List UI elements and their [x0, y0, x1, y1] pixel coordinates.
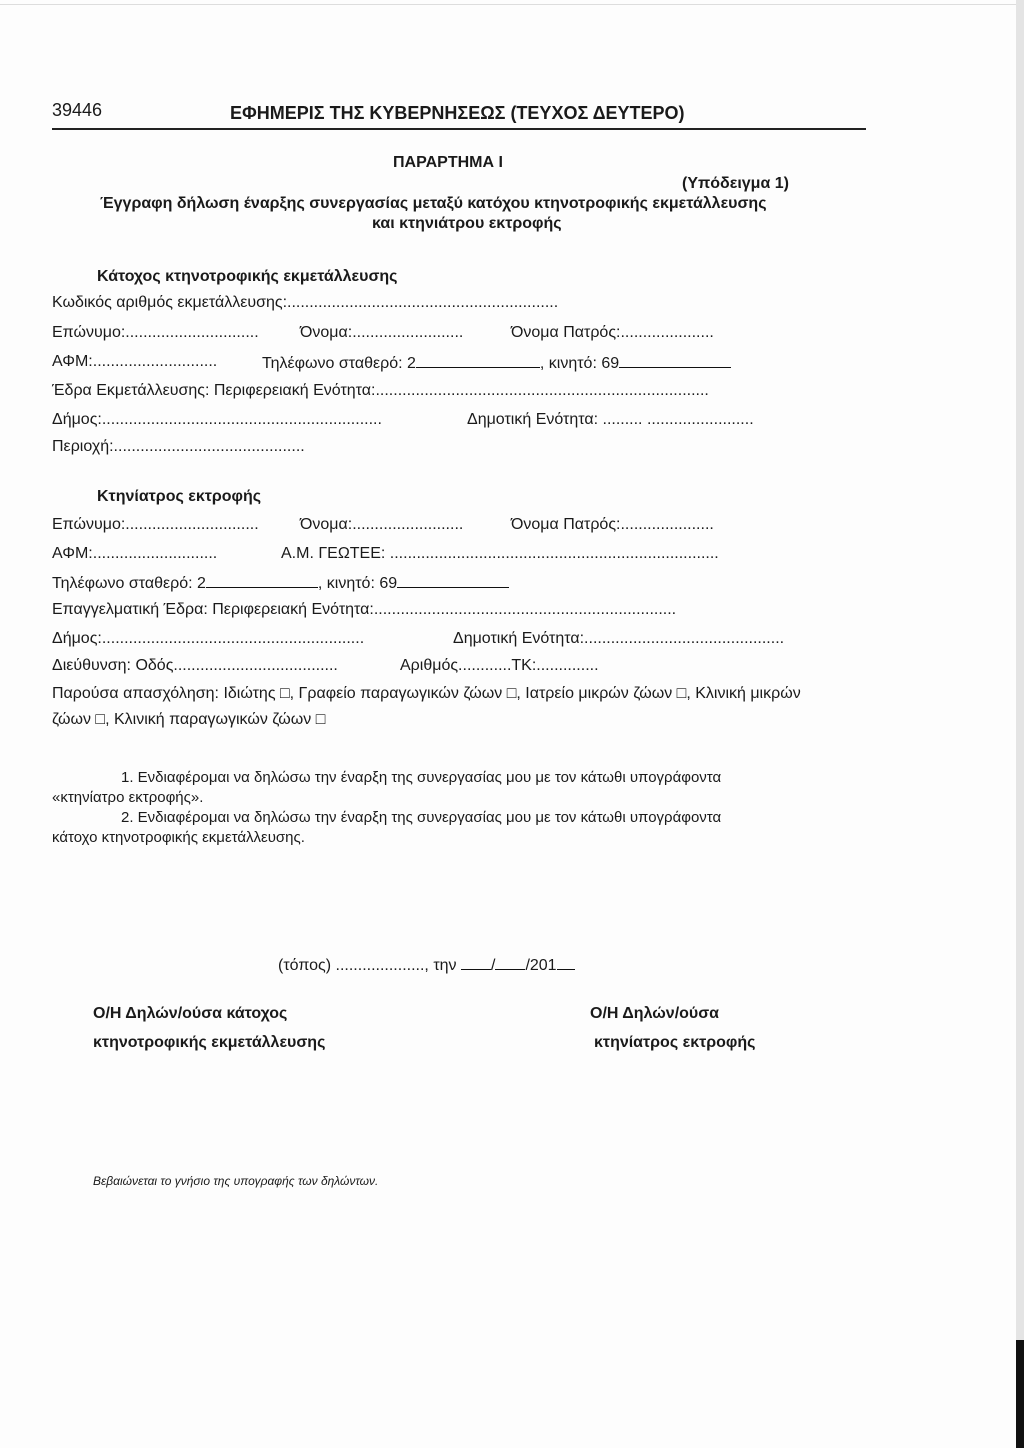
journal-title: ΕΦΗΜΕΡΙΣ ΤΗΣ ΚΥΒΕΡΝΗΣΕΩΣ (ΤΕΥΧΟΣ ΔΕΥΤΕΡΟ)	[230, 103, 685, 123]
vet-father-field: Όνομα Πατρός:.....................	[511, 516, 714, 533]
owner-heading: Κάτοχος κτηνοτροφικής εκμετάλλευσης	[97, 268, 398, 285]
owner-landline-field	[262, 353, 731, 373]
scan-right-edge	[1016, 0, 1024, 1448]
vet-employment-line2: ζώων □, Κλινική παραγωγικών ζώων □	[52, 711, 326, 728]
day-blank	[461, 955, 491, 970]
owner-surname-field: Επώνυμο:..............................	[52, 324, 259, 341]
vet-surname-field: Επώνυμο:..............................	[52, 516, 259, 533]
owner-seat-field: Έδρα Εκμετάλλευσης: Περιφερειακή Ενότητα:...........................................................................	[52, 382, 709, 399]
vet-address-field: Διεύθυνση: Οδός.....................................	[52, 657, 338, 674]
owner-name-field: Όνομα:.........................	[300, 324, 464, 341]
scan-edge-line	[0, 4, 1024, 5]
owner-code-field: Κωδικός αριθμός εκμετάλλευσης:.............................................................	[52, 294, 559, 311]
owner-landline-label: Τηλέφωνο σταθερό: 2	[262, 355, 416, 372]
vet-afm-field: ΑΦΜ:............................	[52, 545, 218, 562]
sample-label: (Υπόδειγμα 1)	[682, 175, 789, 192]
owner-mobile-blank	[619, 353, 731, 368]
owner-landline-blank	[416, 353, 540, 368]
owner-signature-line1: Ο/Η Δηλών/ούσα κάτοχος	[93, 1005, 288, 1022]
vet-signature-line2: κτηνίατρος εκτροφής	[594, 1034, 756, 1051]
vet-landline-blank	[206, 573, 318, 588]
vet-landline-field	[52, 573, 509, 593]
vet-landline-label: Τηλέφωνο σταθερό: 2	[52, 575, 206, 592]
document-title-line1: Έγγραφη δήλωση έναρξης συνεργασίας μεταξύ κατόχου κτηνοτροφικής εκμετάλλευσης	[100, 195, 767, 212]
scan-right-edge-dark	[1016, 1340, 1024, 1448]
vet-heading: Κτηνίατρος εκτροφής	[97, 488, 262, 505]
owner-father-field: Όνομα Πατρός:.....................	[511, 324, 714, 341]
page-number: 39446	[52, 100, 103, 120]
year-blank	[557, 955, 575, 970]
vet-geotee-field: Α.Μ. ΓΕΩΤΕΕ: ..........................................................................	[281, 545, 719, 562]
document-title-line2: και κτηνιάτρου εκτροφής	[372, 215, 562, 232]
vet-seat-field: Επαγγελματική Έδρα: Περιφερειακή Ενότητα:....................................................................	[52, 601, 677, 618]
declaration-2-line2: κάτοχο κτηνοτροφικής εκμετάλλευσης.	[52, 829, 305, 846]
owner-afm-field: ΑΦΜ:............................	[52, 353, 218, 370]
annex-title: ΠΑΡΑΡΤΗΜΑ Ι	[393, 154, 503, 171]
declaration-2-line1: 2. Ενδιαφέρομαι να δηλώσω την έναρξη της συνεργασίας μου με τον κάτωθι υπογράφοντα	[121, 809, 722, 826]
date-slash-2: /201	[525, 957, 557, 974]
owner-signature-line2: κτηνοτροφικής εκμετάλλευσης	[93, 1034, 326, 1051]
owner-mobile-label: , κινητό: 69	[539, 355, 620, 372]
vet-signature-line1: Ο/Η Δηλών/ούσα	[590, 1005, 719, 1022]
vet-employment-line1: Παρούσα απασχόληση: Ιδιώτης □, Γραφείο παραγωγικών ζώων □, Ιατρείο μικρών ζώων □, Κλινική μικρών	[52, 685, 801, 702]
place-date-field	[278, 955, 575, 975]
header-rule	[52, 128, 866, 130]
place-label: (τόπος) ...................., την	[278, 957, 457, 974]
owner-municipality-field: Δήμος:...............................................................	[52, 411, 382, 428]
owner-area-field: Περιοχή:...........................................	[52, 438, 305, 455]
authentication-note: Βεβαιώνεται το γνήσιο της υπογραφής των δηλώντων.	[93, 1174, 379, 1188]
month-blank	[495, 955, 525, 970]
vet-mobile-blank	[397, 573, 509, 588]
vet-municipal-unit-field: Δημοτική Ενότητα:.............................................	[453, 630, 785, 647]
vet-municipality-field: Δήμος:...........................................................	[52, 630, 365, 647]
declaration-1-line1: 1. Ενδιαφέρομαι να δηλώσω την έναρξη της συνεργασίας μου με τον κάτωθι υπογράφοντα	[121, 769, 722, 786]
declaration-1-line2: «κτηνίατρο εκτροφής».	[52, 789, 204, 806]
owner-municipal-unit-field: Δημοτική Ενότητα: ......... ........................	[467, 411, 754, 428]
vet-mobile-label: , κινητό: 69	[317, 575, 398, 592]
vet-name-field: Όνομα:.........................	[300, 516, 464, 533]
vet-number-postcode-field: Αριθμός............ΤΚ:..............	[400, 657, 599, 674]
date-slash-1: /	[490, 957, 496, 974]
